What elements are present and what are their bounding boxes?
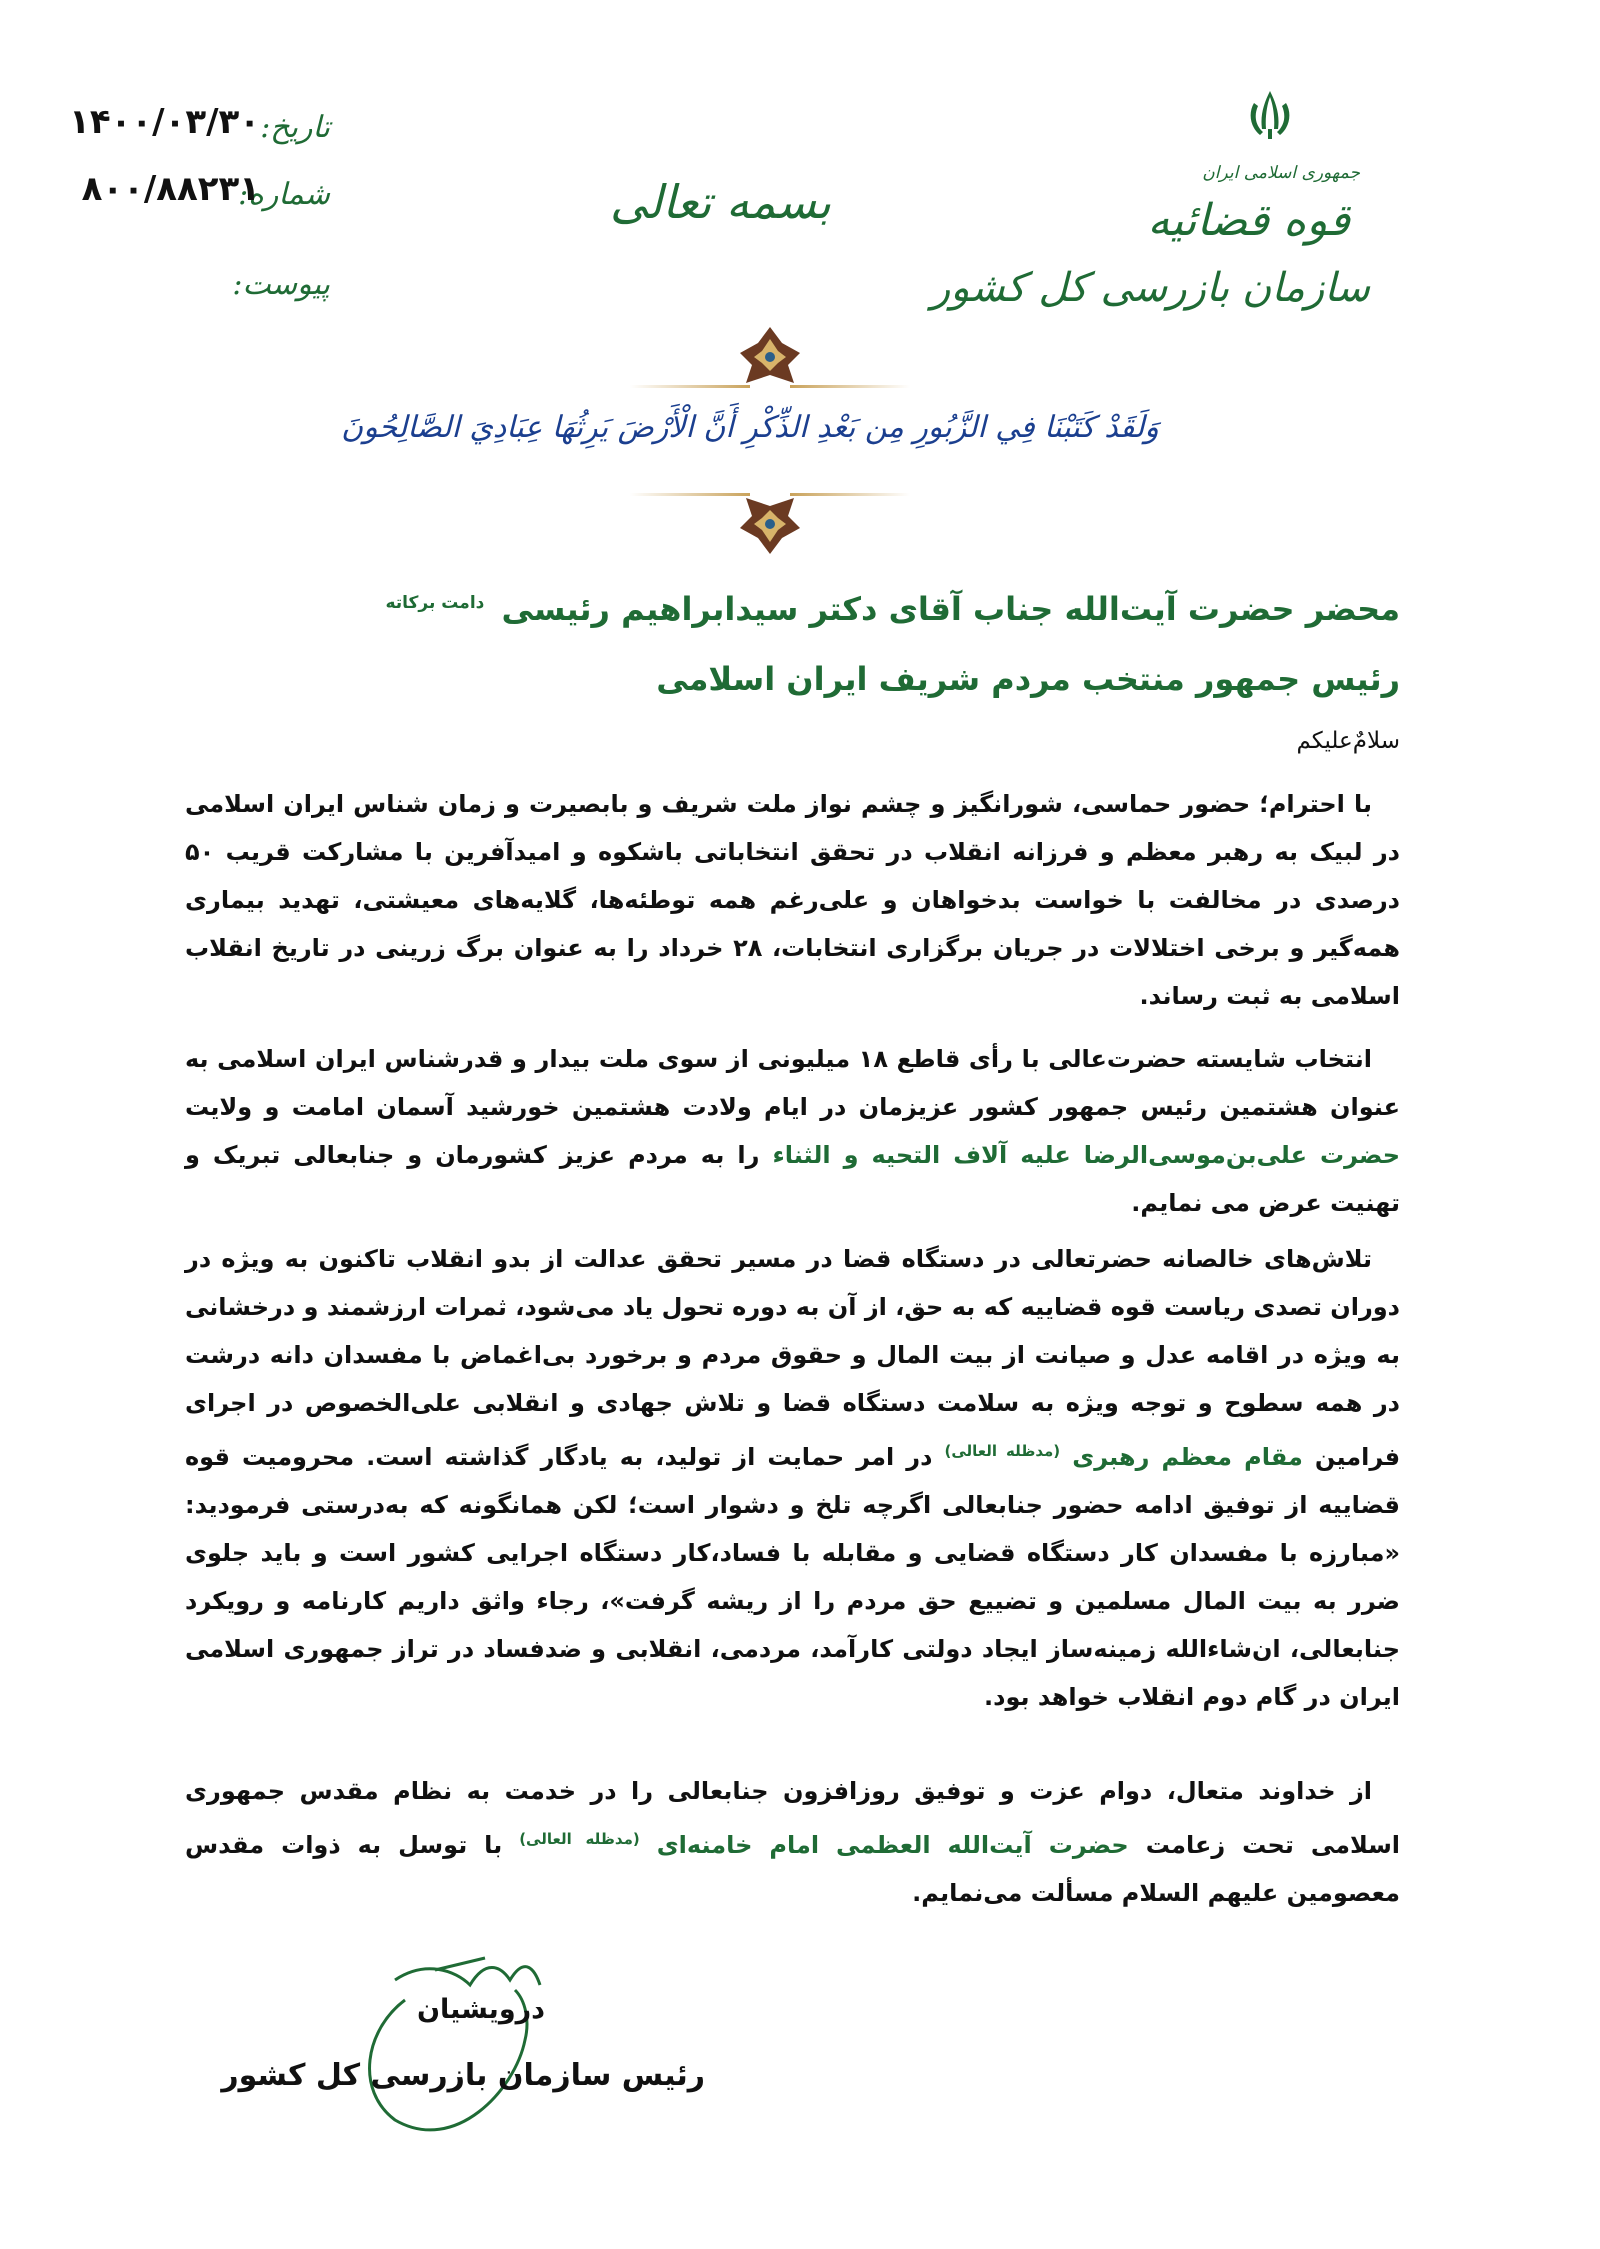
paragraph-4-honorific: (مدظله العالی) bbox=[519, 1830, 640, 1848]
org-judiciary-label: قوه قضائیه bbox=[1147, 195, 1350, 246]
paragraph-3-highlight: مقام معظم رهبری bbox=[1072, 1443, 1303, 1471]
paragraph-2 bbox=[185, 1035, 1400, 1227]
paragraph-1: با احترام؛ حضور حماسی، شورانگیز و چشم نواز ملت شریف و بابصیرت و زمان شناس ایران اسلامی در لبیک به رهبر معظم و فرزانه انقلاب در تحقق انتخاباتی باشکوه و امیدآفرین با مشارکت قریب ۵۰ درصدی در مخالفت با خواست بدخواهان و علی‌رغم همه توطئه‌ها، گلایه‌های معیشتی، تهدید بیماری همه‌گیر و برخی اختلالات در جریان برگزاری انتخابات، ۲۸ خرداد را به عنوان برگ زرینی در تاریخ انقلاب اسلامی به ثبت رساند. bbox=[185, 790, 1400, 1010]
addressee-name: محضر حضرت آیت‌الله جناب آقای دکتر سیدابراهیم رئیسی bbox=[501, 590, 1400, 628]
paragraph-2-part-b: را به مردم عزیز کشورمان و جنابعالی تبریک و تهنیت عرض می نمایم. bbox=[185, 1141, 1400, 1217]
attachment-label: پیوست: bbox=[232, 267, 330, 302]
signature-block bbox=[221, 1940, 705, 2140]
paragraph-2-highlight: حضرت علی‌بن‌موسی‌الرضا علیه آلاف التحیه و الثناء bbox=[772, 1141, 1400, 1169]
letter-meta bbox=[69, 95, 330, 325]
addressee-honorific: دامت برکاته bbox=[385, 593, 485, 614]
paragraph-3-part-a: تلاش‌های خالصانه حضرتعالی در دستگاه قضا در مسیر تحقق عدالت از بدو انقلاب تاکنون به ویژه در دوران تصدی ریاست قوه قضاییه که به حق، از آن به دوره تحول یاد می‌شود، ثمرات ارزشمند و درخشانی به ویژه در اقامه عدل و صیانت از بیت المال و حقوق مردم و برخورد بی‌اغماض با مفسدان دانه درشت در همه سطوح و توجه ویژه به سلامت دستگاه قضا و تلاش جهادی و انقلابی علی‌الخصوص در اجرای فرامین bbox=[185, 1245, 1401, 1471]
paragraph-4-highlight: حضرت آیت‌الله العظمی امام خامنه‌ای bbox=[656, 1831, 1129, 1859]
ornament-bottom-icon bbox=[630, 478, 910, 558]
org-name-label: سازمان بازرسی کل کشور bbox=[930, 265, 1370, 311]
signer-title: رئیس سازمان بازرسی کل کشور bbox=[221, 2058, 705, 2093]
iran-emblem-icon bbox=[1240, 85, 1300, 145]
paragraph-4-part-a: از خداوند متعال، دوام عزت و توفیق روزافزون جنابعالی را در خدمت به نظام مقدس جمهوری اسلامی تحت زعامت bbox=[185, 1777, 1401, 1859]
quran-verse: وَلَقَدْ كَتَبْنَا فِي الزَّبُورِ مِن بَعْدِ الذِّكْرِ أَنَّ الْأَرْضَ يَرِثُهَا عِبَادِيَ الصَّالِحُونَ bbox=[341, 410, 1159, 445]
addressee-line-2: رئیس جمهور منتخب مردم شریف ایران اسلامی bbox=[656, 660, 1400, 698]
date-label: تاریخ: bbox=[260, 110, 330, 145]
ornament-top-icon bbox=[630, 323, 910, 403]
paragraph-3 bbox=[185, 1235, 1400, 1721]
paragraph-3-honorific: (مدظله العالی) bbox=[944, 1442, 1061, 1460]
date-value: ۱۴۰۰/۰۳/۳۰ bbox=[69, 102, 260, 142]
number-row bbox=[81, 169, 330, 212]
number-label: شماره: bbox=[238, 177, 330, 212]
paragraph-4 bbox=[185, 1767, 1400, 1917]
basmala-heading: بسمه تعالی bbox=[610, 175, 832, 229]
signature-icon bbox=[285, 1940, 705, 2140]
paragraph-2-part-a: انتخاب شایسته حضرت‌عالی با رأی قاطع ۱۸ میلیونی از سوی ملت بیدار و قدرشناس ایران اسلامی به عنوان هشتمین رئیس جمهور کشور عزیزمان در ایام ولادت هشتمین خورشید آسمان امامت و ولایت bbox=[185, 1045, 1400, 1121]
paragraph-4-part-b: با توسل به ذوات مقدس معصومین علیهم السلام مسألت می‌نمایم. bbox=[185, 1831, 1400, 1907]
date-row bbox=[69, 102, 330, 145]
organization-header bbox=[930, 85, 1370, 325]
greeting: سلامٌ‌علیکم bbox=[1296, 728, 1400, 754]
signer-name: درویشیان bbox=[417, 1994, 545, 2025]
attachment-row bbox=[232, 267, 330, 302]
org-country-label: جمهوری اسلامی ایران bbox=[1202, 163, 1360, 183]
addressee-line-1 bbox=[385, 590, 1400, 628]
paragraph-3-part-b: در امر حمایت از تولید، به یادگار گذاشته است. محرومیت قوه قضاییه از توفیق ادامه حضور جنابعالی اگرچه تلخ و دشوار است؛ لکن همانگونه که به‌درستی فرمودید: «مبارزه با مفسدان کار دستگاه قضایی و مقابله با فساد،کار دستگاه اجرایی کشور است و باید جلوی ضرر به بیت المال مسلمین و تضییع حق مردم را از ریشه گرفت»، رجاء واثق داریم کارنامه و رویکرد جنابعالی، ان‌شاءالله زمینه‌ساز ایجاد دولتی کارآمد، مردمی، انقلابی و ضدفساد در تراز جمهوری اسلامی ایران در گام دوم انقلاب خواهد بود. bbox=[185, 1443, 1400, 1711]
number-value: ۸۰۰/۸۸۲۳۱ bbox=[81, 169, 260, 209]
